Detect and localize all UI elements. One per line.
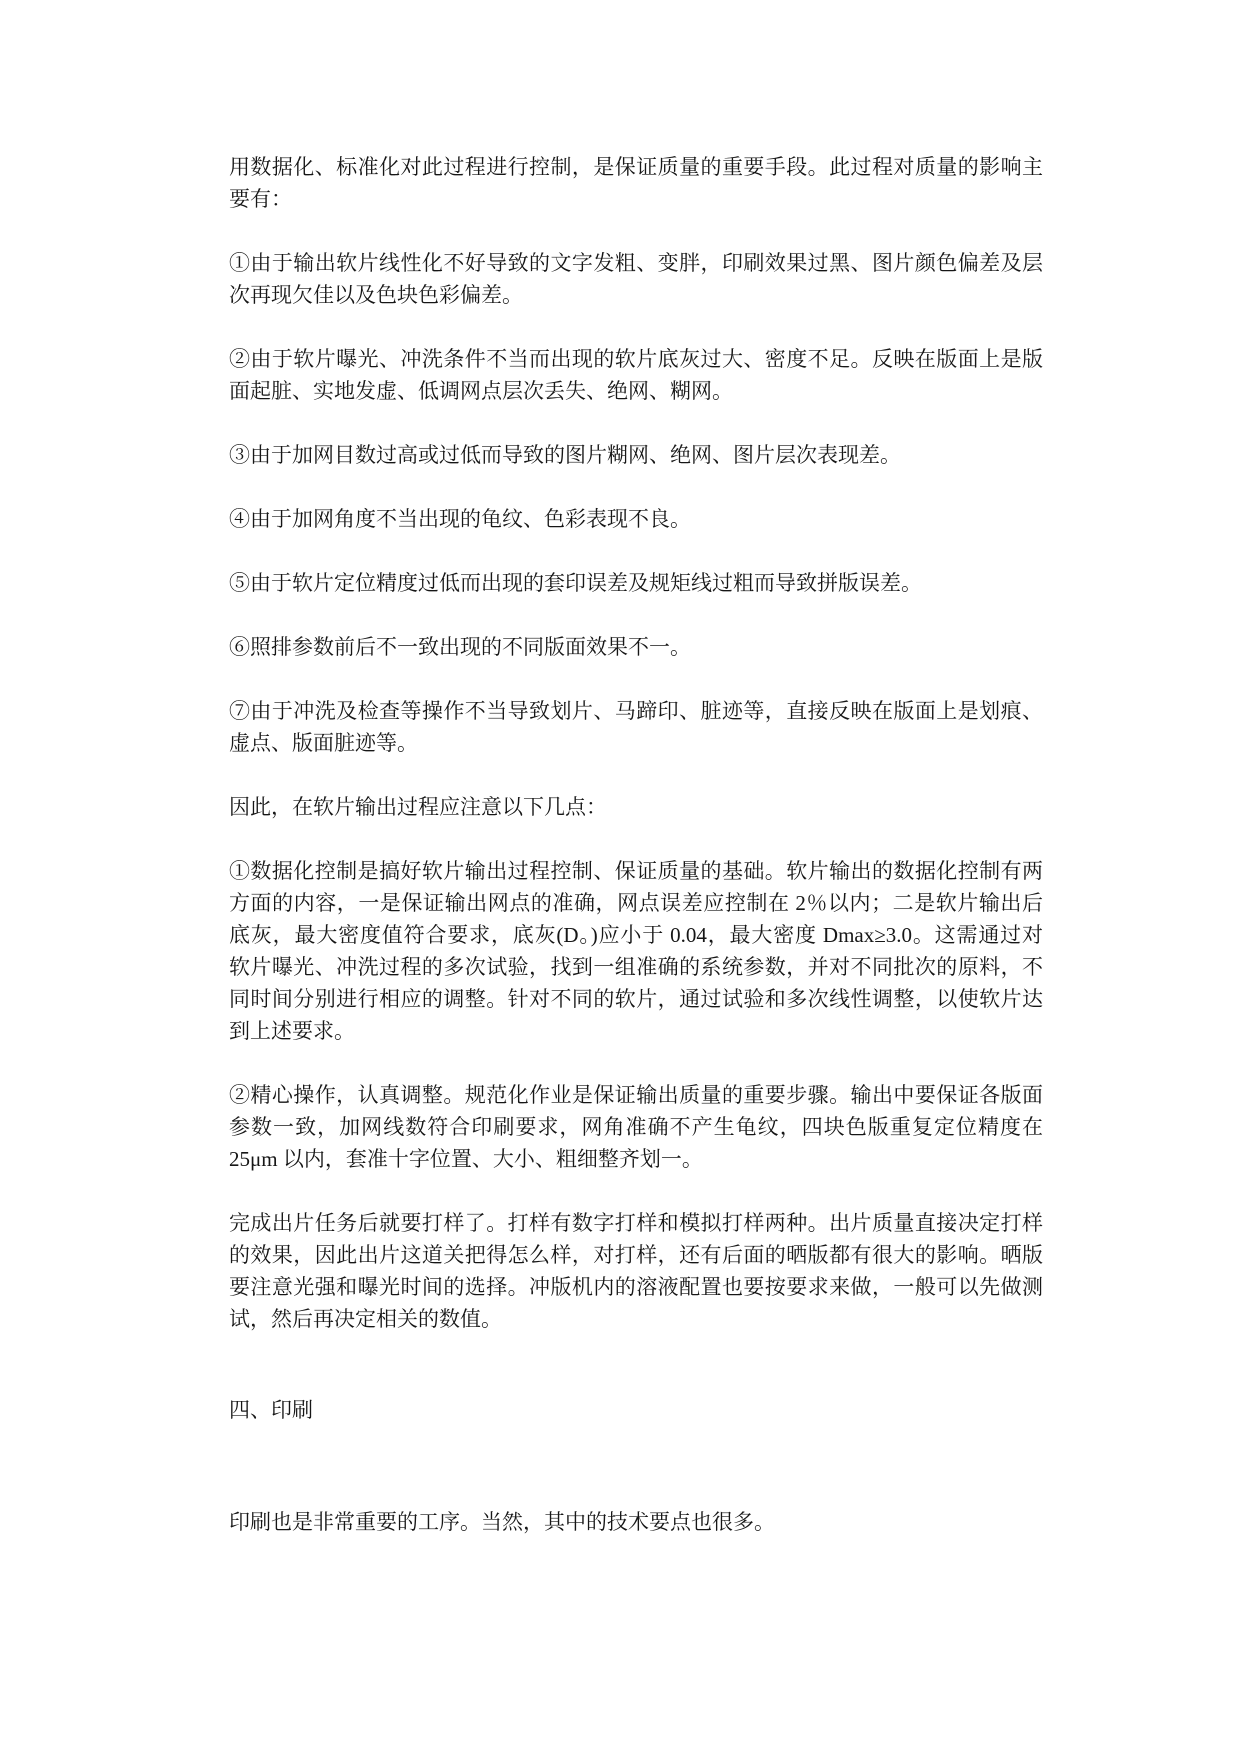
issue-item-2	[229, 343, 1043, 407]
text-line: ⑥照排参数前后不一致出现的不同版面效果不一。	[229, 635, 691, 659]
text-line: 因此，在软片输出过程应注意以下几点：	[229, 795, 607, 819]
document-body	[229, 151, 1043, 1570]
issue-item-7	[229, 695, 1043, 759]
proofing-paragraph	[229, 1207, 1043, 1335]
text-line: 方面的内容，一是保证输出网点的准确，网点误差应控制在 2％以内；二是软片输出后	[229, 891, 1043, 915]
guideline-1	[229, 855, 1043, 1047]
issue-item-3	[229, 439, 1043, 471]
issue-item-6	[229, 631, 1043, 663]
text-line: 面起脏、实地发虚、低调网点层次丢失、绝网、糊网。	[229, 379, 733, 403]
text-line: ⑤由于软片定位精度过低而出现的套印误差及规矩线过粗而导致拼版误差。	[229, 571, 922, 595]
text-line: 试，然后再决定相关的数值。	[229, 1307, 502, 1331]
text-line: 次再现欠佳以及色块色彩偏差。	[229, 283, 523, 307]
guidelines-intro	[229, 791, 1043, 823]
text-line: 25μm 以内，套准十字位置、大小、粗细整齐划一。	[229, 1147, 703, 1171]
text-line: 底灰，最大密度值符合要求，底灰(D。)应小于 0.04，最大密度 Dmax≥3.0。这需通过对	[229, 923, 1043, 947]
text-line: ①数据化控制是搞好软片输出过程控制、保证质量的基础。软片输出的数据化控制有两	[229, 859, 1043, 883]
text-line: 完成出片任务后就要打样了。打样有数字打样和模拟打样两种。出片质量直接决定打样	[229, 1211, 1043, 1235]
text-line: ④由于加网角度不当出现的龟纹、色彩表现不良。	[229, 507, 691, 531]
text-line: 虚点、版面脏迹等。	[229, 731, 418, 755]
text-line: ⑦由于冲洗及检查等操作不当导致划片、马蹄印、脏迹等，直接反映在版面上是划痕、	[229, 699, 1043, 723]
text-line: ①由于输出软片线性化不好导致的文字发粗、变胖，印刷效果过黑、图片颜色偏差及层	[229, 251, 1043, 275]
issue-item-1	[229, 247, 1043, 311]
guideline-2	[229, 1079, 1043, 1175]
issue-item-5	[229, 567, 1043, 599]
text-line: 到上述要求。	[229, 1019, 355, 1043]
text-line: 同时间分别进行相应的调整。针对不同的软片，通过试验和多次线性调整，以使软片达	[229, 987, 1043, 1011]
text-line: 用数据化、标准化对此过程进行控制，是保证质量的重要手段。此过程对质量的影响主	[229, 155, 1043, 179]
text-line: 要有：	[229, 187, 292, 211]
text-line: ②由于软片曝光、冲洗条件不当而出现的软片底灰过大、密度不足。反映在版面上是版	[229, 347, 1043, 371]
text-line: 印刷也是非常重要的工序。当然，其中的技术要点也很多。	[229, 1510, 775, 1534]
text-line: ②精心操作，认真调整。规范化作业是保证输出质量的重要步骤。输出中要保证各版面	[229, 1083, 1043, 1107]
text-line: 要注意光强和曝光时间的选择。冲版机内的溶液配置也要按要求来做，一般可以先做测	[229, 1275, 1043, 1299]
text-line: ③由于加网目数过高或过低而导致的图片糊网、绝网、图片层次表现差。	[229, 443, 901, 467]
text-line: 的效果，因此出片这道关把得怎么样，对打样，还有后面的晒版都有很大的影响。晒版	[229, 1243, 1043, 1267]
section-heading: 四、印刷	[229, 1398, 313, 1422]
issue-item-4	[229, 503, 1043, 535]
text-line: 参数一致，加网线数符合印刷要求，网角准确不产生龟纹，四块色版重复定位精度在	[229, 1115, 1043, 1139]
paragraph-intro	[229, 151, 1043, 215]
text-line: 软片曝光、冲洗过程的多次试验，找到一组准确的系统参数，并对不同批次的原料，不	[229, 955, 1043, 979]
printing-paragraph	[229, 1506, 1043, 1538]
